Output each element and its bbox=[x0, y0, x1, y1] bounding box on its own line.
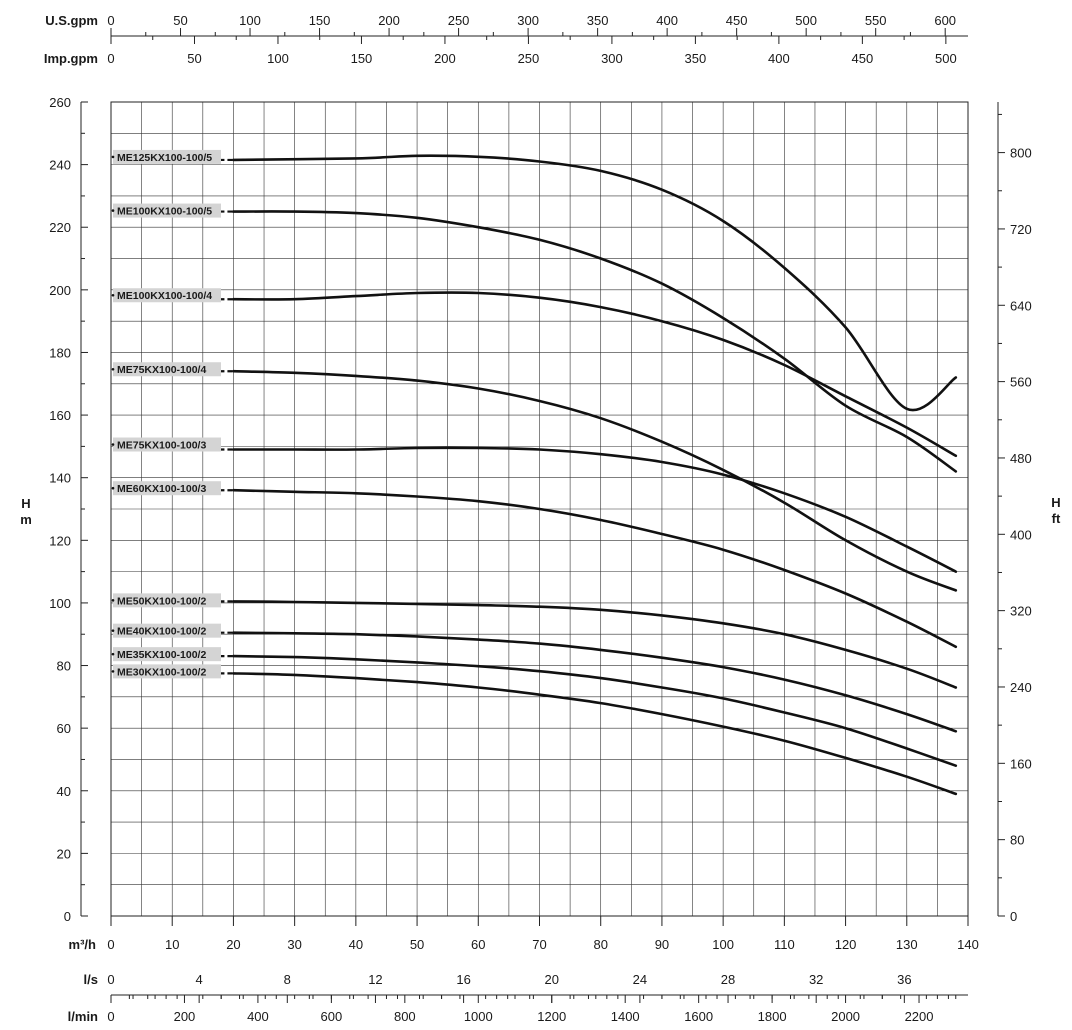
lmin-tick-label: 0 bbox=[107, 1009, 115, 1024]
left-tick-label: 0 bbox=[63, 909, 71, 924]
usgpm-tick-label: 450 bbox=[725, 13, 748, 28]
series-label-dot bbox=[112, 156, 115, 159]
m3h-axis-label: m³/h bbox=[68, 937, 96, 952]
right-tick-label: 720 bbox=[1010, 221, 1032, 237]
m3h-tick-label: 110 bbox=[773, 937, 795, 952]
impgpm-axis-label: Imp.gpm bbox=[43, 51, 98, 66]
impgpm-tick-label: 0 bbox=[107, 51, 115, 66]
right-tick-label: 800 bbox=[1010, 145, 1032, 161]
usgpm-tick-label: 200 bbox=[378, 13, 400, 28]
series-curve bbox=[233, 211, 955, 471]
m3h-tick-label: 0 bbox=[107, 937, 115, 952]
left-tick-label: 180 bbox=[49, 345, 71, 361]
series-curve bbox=[233, 490, 955, 647]
right-axis-label-unit: ft bbox=[1051, 511, 1061, 526]
series-label-dot bbox=[112, 209, 115, 212]
ls-tick-label: 0 bbox=[107, 972, 115, 987]
series-curve bbox=[233, 448, 955, 572]
right-tick-label: 80 bbox=[1010, 832, 1025, 848]
series-label: ME60KX100-100/3 bbox=[117, 483, 207, 496]
ls-tick-label: 36 bbox=[897, 972, 912, 987]
series-label: ME50KX100-100/2 bbox=[117, 595, 207, 608]
series-label: ME35KX100-100/2 bbox=[117, 649, 207, 662]
usgpm-tick-label: 100 bbox=[239, 13, 261, 28]
ls-tick-label: 28 bbox=[720, 972, 736, 987]
m3h-tick-label: 100 bbox=[712, 937, 734, 952]
ls-tick-label: 24 bbox=[632, 972, 648, 987]
impgpm-tick-label: 300 bbox=[601, 51, 623, 66]
ls-tick-label: 4 bbox=[195, 972, 203, 987]
right-tick-label: 0 bbox=[1010, 909, 1018, 924]
ls-axis-label: l/s bbox=[83, 972, 98, 987]
left-tick-label: 160 bbox=[49, 408, 71, 424]
ls-tick-label: 12 bbox=[368, 972, 383, 987]
series-label: ME30KX100-100/2 bbox=[117, 666, 207, 679]
left-tick-label: 60 bbox=[56, 721, 71, 737]
series-label-dot bbox=[112, 443, 115, 446]
series-curve bbox=[233, 371, 955, 590]
m3h-tick-label: 70 bbox=[532, 937, 547, 952]
m3h-tick-label: 140 bbox=[957, 937, 979, 952]
m3h-tick-label: 30 bbox=[287, 937, 302, 952]
right-axis-label-h: H bbox=[1051, 495, 1061, 510]
usgpm-axis-label: U.S.gpm bbox=[45, 13, 98, 28]
series-label-dot bbox=[112, 599, 115, 602]
usgpm-tick-label: 500 bbox=[795, 13, 818, 28]
series-label-dot bbox=[112, 629, 115, 632]
left-tick-label: 140 bbox=[49, 470, 71, 486]
usgpm-tick-label: 600 bbox=[934, 13, 957, 28]
lmin-tick-label: 1400 bbox=[610, 1009, 640, 1024]
usgpm-tick-label: 550 bbox=[864, 13, 887, 28]
lmin-tick-label: 2000 bbox=[831, 1009, 861, 1024]
ls-tick-label: 16 bbox=[456, 972, 471, 987]
right-tick-label: 640 bbox=[1010, 298, 1032, 314]
m3h-tick-label: 20 bbox=[226, 937, 241, 952]
lmin-axis-label: l/min bbox=[67, 1009, 98, 1024]
series-label-dot bbox=[112, 670, 115, 673]
impgpm-tick-label: 400 bbox=[768, 51, 790, 66]
lmin-tick-label: 1800 bbox=[757, 1009, 787, 1024]
m3h-tick-label: 40 bbox=[348, 937, 364, 952]
m3h-tick-label: 60 bbox=[471, 937, 486, 952]
series-label: ME40KX100-100/2 bbox=[117, 625, 207, 638]
left-tick-label: 80 bbox=[56, 658, 71, 674]
series-label: ME75KX100-100/3 bbox=[117, 439, 207, 452]
left-tick-label: 220 bbox=[49, 220, 71, 236]
lmin-tick-label: 1000 bbox=[463, 1009, 493, 1024]
series-curve bbox=[233, 673, 955, 794]
series-label-dot bbox=[112, 487, 115, 490]
series-label: ME100KX100-100/5 bbox=[117, 205, 213, 218]
usgpm-tick-label: 350 bbox=[586, 13, 609, 28]
usgpm-tick-label: 50 bbox=[173, 13, 188, 28]
impgpm-tick-label: 100 bbox=[267, 51, 289, 66]
impgpm-tick-label: 200 bbox=[434, 51, 456, 66]
left-tick-label: 100 bbox=[49, 595, 71, 611]
right-tick-label: 160 bbox=[1010, 756, 1032, 772]
left-tick-label: 120 bbox=[49, 533, 71, 549]
m3h-tick-label: 120 bbox=[834, 937, 857, 952]
lmin-tick-label: 400 bbox=[247, 1009, 269, 1024]
series-label: ME125KX100-100/5 bbox=[117, 151, 213, 164]
usgpm-tick-label: 150 bbox=[308, 13, 331, 28]
series-curve bbox=[233, 156, 955, 410]
m3h-tick-label: 50 bbox=[409, 937, 425, 952]
impgpm-tick-label: 450 bbox=[851, 51, 874, 66]
left-tick-label: 20 bbox=[56, 846, 71, 862]
lmin-tick-label: 800 bbox=[393, 1009, 416, 1024]
series-curve bbox=[233, 601, 955, 687]
series-curve bbox=[233, 656, 955, 766]
ls-tick-label: 20 bbox=[544, 972, 559, 987]
usgpm-tick-label: 300 bbox=[517, 13, 539, 28]
ls-tick-label: 32 bbox=[808, 972, 824, 987]
series-label-dot bbox=[112, 294, 115, 297]
ls-tick-label: 8 bbox=[283, 972, 291, 987]
m3h-tick-label: 130 bbox=[895, 937, 918, 952]
lmin-tick-label: 2200 bbox=[904, 1009, 934, 1024]
impgpm-tick-label: 350 bbox=[684, 51, 707, 66]
lmin-tick-label: 600 bbox=[320, 1009, 343, 1024]
right-tick-label: 560 bbox=[1010, 374, 1032, 390]
impgpm-tick-label: 150 bbox=[350, 51, 373, 66]
usgpm-tick-label: 400 bbox=[656, 13, 678, 28]
usgpm-tick-label: 250 bbox=[447, 13, 470, 28]
left-axis-label-h: H bbox=[21, 496, 31, 511]
lmin-tick-label: 1600 bbox=[684, 1009, 714, 1024]
left-tick-label: 200 bbox=[49, 282, 71, 298]
impgpm-tick-label: 250 bbox=[517, 51, 540, 66]
usgpm-tick-label: 0 bbox=[107, 13, 115, 28]
left-tick-label: 240 bbox=[49, 157, 71, 173]
right-tick-label: 240 bbox=[1010, 679, 1032, 695]
impgpm-tick-label: 500 bbox=[935, 51, 957, 66]
m3h-tick-label: 90 bbox=[654, 937, 670, 952]
left-axis-label-unit: m bbox=[20, 512, 32, 527]
m3h-tick-label: 80 bbox=[593, 937, 608, 952]
right-tick-label: 320 bbox=[1010, 603, 1032, 619]
m3h-tick-label: 10 bbox=[164, 937, 180, 952]
right-tick-label: 400 bbox=[1010, 527, 1032, 543]
series-curve bbox=[233, 633, 955, 732]
lmin-tick-label: 1200 bbox=[537, 1009, 567, 1024]
series-label: ME100KX100-100/4 bbox=[117, 290, 213, 303]
series-label-dot bbox=[112, 653, 115, 656]
curve-labels bbox=[112, 150, 221, 678]
series-label: ME75KX100-100/4 bbox=[117, 364, 207, 377]
impgpm-tick-label: 50 bbox=[187, 51, 202, 66]
right-tick-label: 480 bbox=[1010, 450, 1032, 466]
series-label-dot bbox=[112, 368, 115, 371]
lmin-tick-label: 200 bbox=[173, 1009, 196, 1024]
left-tick-label: 40 bbox=[56, 783, 71, 799]
left-tick-label: 260 bbox=[49, 95, 71, 110]
